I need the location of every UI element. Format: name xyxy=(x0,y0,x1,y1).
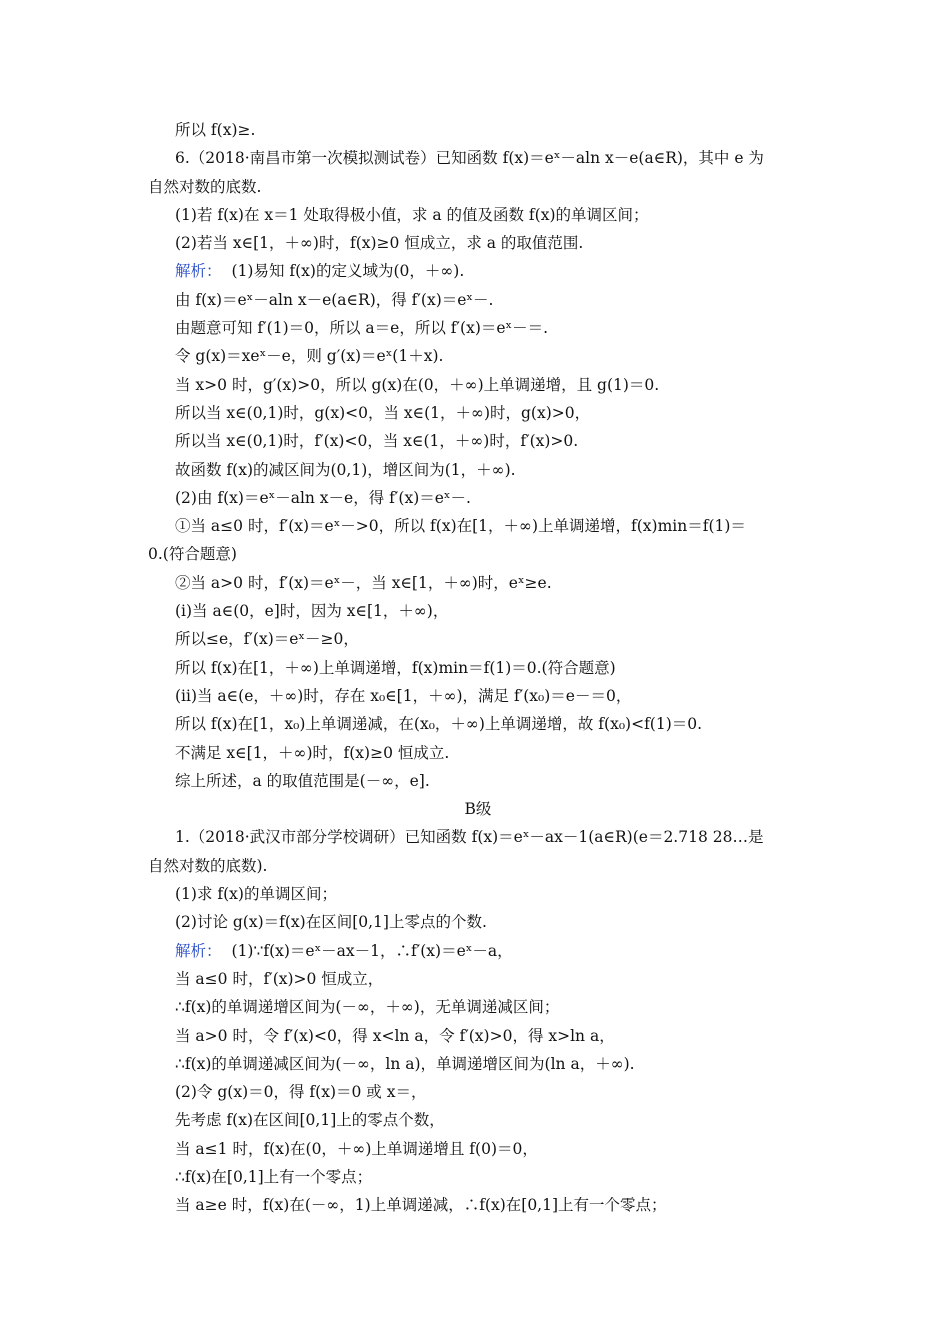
text-line xyxy=(148,1022,808,1050)
text-line xyxy=(148,456,808,484)
text-line xyxy=(148,597,808,625)
text-line xyxy=(148,767,808,795)
text-line xyxy=(148,993,808,1021)
text-line xyxy=(148,823,808,851)
text-line xyxy=(148,852,808,880)
text-line xyxy=(148,1191,808,1219)
text-line xyxy=(148,908,808,936)
line-text: (1)若 f(x)在 x＝1 处取得极小值，求 a 的值及函数 f(x)的单调区间； xyxy=(175,205,649,224)
document-body xyxy=(148,116,808,1220)
text-line xyxy=(148,625,808,653)
line-text: 所以当 x∈(0,1)时，g(x)<0，当 x∈(1，＋∞)时，g(x)>0， xyxy=(175,403,591,422)
text-line xyxy=(148,371,808,399)
line-text: 6.（2018·南昌市第一次模拟测试卷）已知函数 f(x)＝eˣ－aln x－e(a∈R)，其中 e 为 xyxy=(175,149,764,168)
line-text: ②当 a>0 时，f′(x)＝eˣ－，当 x∈[1，＋∞)时，eˣ≥e. xyxy=(175,573,552,592)
text-line xyxy=(148,512,808,540)
text-line xyxy=(148,1078,808,1106)
line-text: 由题意可知 f′(1)＝0，所以 a＝e，所以 f′(x)＝eˣ－＝. xyxy=(175,319,549,338)
text-line xyxy=(148,229,808,257)
line-text: 当 a≤1 时，f(x)在(0，＋∞)上单调递增且 f(0)＝0， xyxy=(175,1139,538,1158)
line-text: 令 g(x)＝xeˣ－e，则 g′(x)＝eˣ(1＋x). xyxy=(175,347,444,366)
line-text: 当 a≤0 时，f′(x)>0 恒成立， xyxy=(175,969,384,988)
text-line xyxy=(148,116,808,144)
text-line xyxy=(148,540,808,568)
line-text: 所以 f(x)在[1，x₀)上单调递减，在(x₀，＋∞)上单调递增，故 f(x₀)<f(1)＝0. xyxy=(175,715,703,734)
line-text: (2)令 g(x)＝0，得 f(x)＝0 或 x＝， xyxy=(175,1083,427,1102)
line-text: B级 xyxy=(464,800,492,819)
text-line xyxy=(148,1163,808,1191)
line-text: (2)讨论 g(x)＝f(x)在区间[0,1]上零点的个数. xyxy=(175,913,487,932)
line-text: (1)求 f(x)的单调区间； xyxy=(175,885,337,904)
line-text: (2)若当 x∈[1，＋∞)时，f(x)≥0 恒成立，求 a 的取值范围. xyxy=(175,234,584,253)
line-text: 当 a≥e 时，f(x)在(－∞，1)上单调递减，∴f(x)在[0,1]上有一个零点； xyxy=(175,1196,667,1215)
line-text: 所以≤e，f′(x)＝eˣ－≥0， xyxy=(175,630,359,649)
line-text: 先考虑 f(x)在区间[0,1]上的零点个数， xyxy=(175,1111,445,1130)
text-line xyxy=(148,173,808,201)
text-line xyxy=(148,144,808,172)
line-text: (2)由 f(x)＝eˣ－aln x－e，得 f′(x)＝eˣ－. xyxy=(175,488,471,507)
analysis-label: 解析： xyxy=(175,262,222,281)
text-line xyxy=(148,399,808,427)
text-line xyxy=(148,937,808,965)
line-text: (ⅰ)当 a∈(0，e]时，因为 x∈[1，＋∞)， xyxy=(175,602,449,621)
line-text: ∴f(x)在[0,1]上有一个零点； xyxy=(175,1167,373,1186)
text-line xyxy=(148,1106,808,1134)
line-text: 综上所述，a 的取值范围是(－∞，e]. xyxy=(175,771,430,790)
line-text: 所以 f(x)在[1，＋∞)上单调递增，f(x)min＝f(1)＝0.(符合题意) xyxy=(175,658,616,677)
line-text: 不满足 x∈[1，＋∞)时，f(x)≥0 恒成立. xyxy=(175,743,450,762)
text-line xyxy=(148,654,808,682)
text-line xyxy=(148,682,808,710)
line-text: 1.（2018·武汉市部分学校调研）已知函数 f(x)＝eˣ－ax－1(a∈R)(e＝2.718 28…是 xyxy=(175,828,764,847)
line-text: ∴f(x)的单调递增区间为(－∞，＋∞)，无单调递减区间； xyxy=(175,998,560,1017)
line-text: 0.(符合题意) xyxy=(148,545,237,564)
text-line xyxy=(148,965,808,993)
line-text: ①当 a≤0 时，f′(x)＝eˣ－>0，所以 f(x)在[1，＋∞)上单调递增，f(x)min＝f(1)＝ xyxy=(175,517,746,536)
line-text: (ⅱ)当 a∈(e，＋∞)时，存在 x₀∈[1，＋∞)，满足 f′(x₀)＝e－＝0， xyxy=(175,686,632,705)
text-line xyxy=(148,201,808,229)
line-text: (1)易知 f(x)的定义域为(0，＋∞). xyxy=(231,262,465,281)
text-line xyxy=(148,484,808,512)
line-text: 由 f(x)＝eˣ－aln x－e(a∈R)，得 f′(x)＝eˣ－. xyxy=(175,290,494,309)
section-heading xyxy=(148,795,808,823)
line-text: 所以当 x∈(0,1)时，f′(x)<0，当 x∈(1，＋∞)时，f′(x)>0. xyxy=(175,432,579,451)
line-text: ∴f(x)的单调递减区间为(－∞，ln a)，单调递增区间为(ln a，＋∞). xyxy=(175,1054,635,1073)
text-line xyxy=(148,286,808,314)
line-text: 故函数 f(x)的减区间为(0,1)，增区间为(1，＋∞). xyxy=(175,460,516,479)
text-line xyxy=(148,427,808,455)
line-text: (1)∵f(x)＝eˣ－ax－1，∴f′(x)＝eˣ－a， xyxy=(231,941,513,960)
text-line xyxy=(148,314,808,342)
text-line xyxy=(148,342,808,370)
line-text: 当 a>0 时，令 f′(x)<0，得 x<ln a，令 f′(x)>0，得 x>ln a， xyxy=(175,1026,615,1045)
text-line xyxy=(148,880,808,908)
line-text: 所以 f(x)≥. xyxy=(175,121,256,139)
line-text: 自然对数的底数. xyxy=(148,177,262,196)
line-text: 当 x>0 时，g′(x)>0，所以 g(x)在(0，＋∞)上单调递增，且 g(1)＝0. xyxy=(175,375,660,394)
text-line xyxy=(148,1050,808,1078)
text-line xyxy=(148,1135,808,1163)
line-text: 自然对数的底数). xyxy=(148,856,268,875)
text-line xyxy=(148,569,808,597)
text-line xyxy=(148,739,808,767)
text-line xyxy=(148,257,808,285)
text-line xyxy=(148,710,808,738)
analysis-label: 解析： xyxy=(175,941,222,960)
